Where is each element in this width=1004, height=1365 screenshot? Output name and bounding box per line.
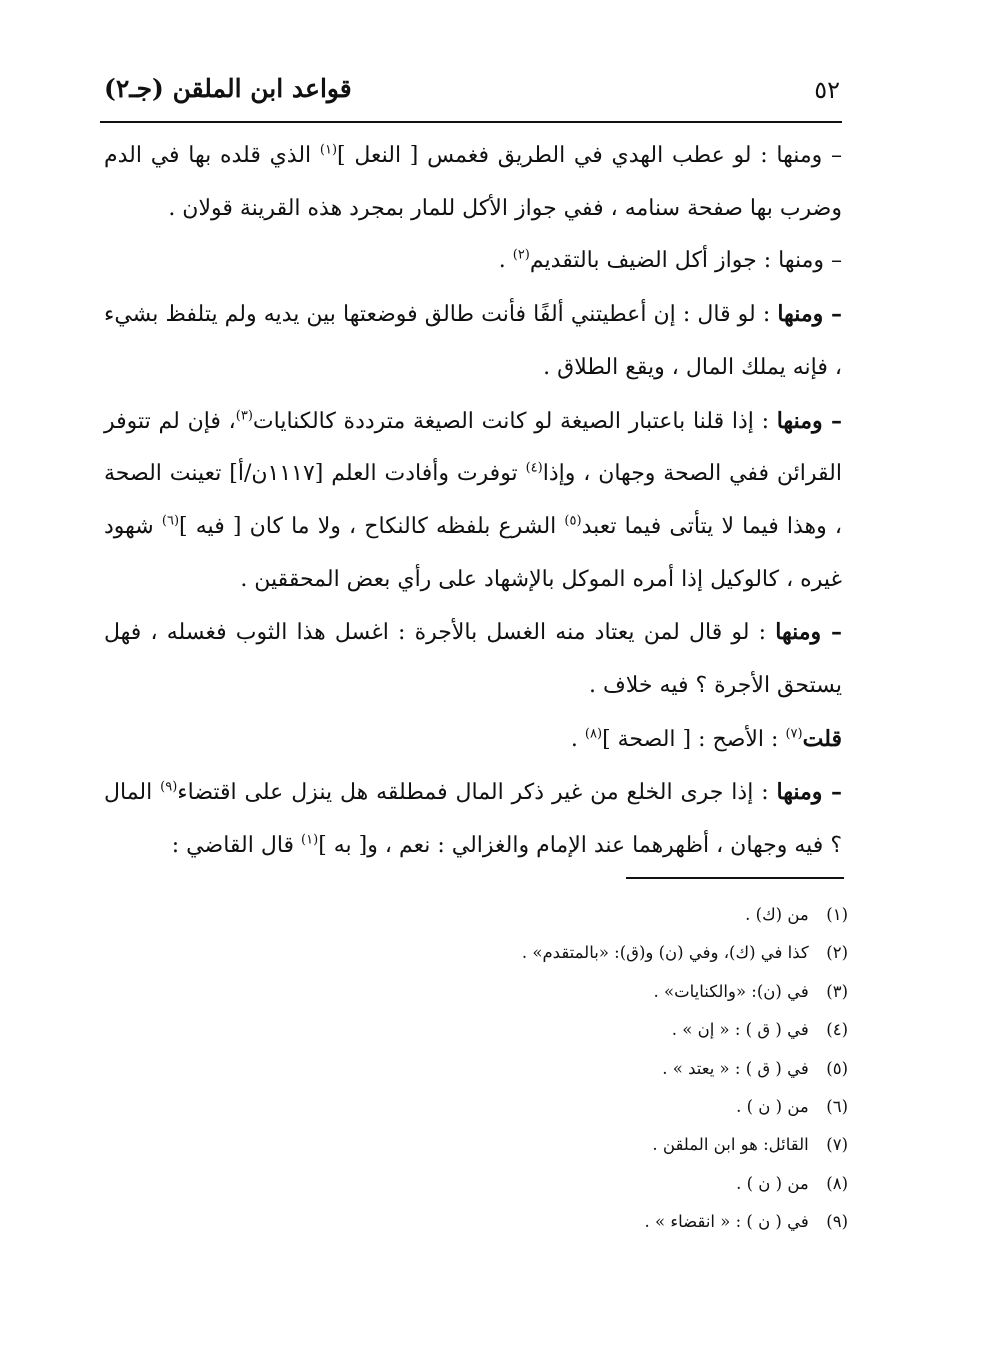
footnote-item bbox=[104, 1088, 848, 1126]
footnote-divider bbox=[626, 877, 844, 879]
paragraph bbox=[104, 606, 842, 712]
paragraph bbox=[104, 235, 842, 288]
footnote-text: في ( ق ) : « إن » . bbox=[671, 1020, 809, 1040]
footnote-item bbox=[104, 896, 848, 934]
paragraph-lead: – ومنها bbox=[775, 619, 842, 646]
main-text bbox=[104, 130, 842, 873]
text-run: – ومنها : جواز أكل الضيف بالتقديم bbox=[529, 248, 842, 274]
header-divider bbox=[100, 121, 842, 123]
paragraph-lead: – ومنها bbox=[777, 301, 842, 328]
footnote-number: (٩) bbox=[826, 1212, 848, 1232]
text-run: ، فإن لم تتوفر القرائن ففي الصحة وجهان ، وإذا bbox=[104, 408, 842, 487]
footnote-number: (٣) bbox=[826, 981, 848, 1001]
footnote-number: (٤) bbox=[826, 1020, 848, 1040]
paragraph-lead: قلت bbox=[802, 725, 842, 752]
text-run: . bbox=[570, 726, 585, 752]
footnote-item bbox=[104, 973, 848, 1011]
footnote-text: في ( ق ) : « يعتد » . bbox=[662, 1058, 809, 1078]
text-run: الذي قلده بها في الدم وضرب بها صفحة سنامه ، ففي جواز الأكل للمار بمجرد هذه القرينة قولان . bbox=[104, 143, 842, 221]
footnote-text: من ( ن ) . bbox=[736, 1097, 809, 1117]
footnote-text: من ( ن ) . bbox=[736, 1173, 809, 1193]
text-run: شهود غيره ، كالوكيل إذا أمره الموكل بالإشهاد على رأي بعض المحققين . bbox=[104, 513, 842, 592]
footnote-number: (٢) bbox=[826, 943, 848, 963]
text-run: : لو قال لمن يعتاد منه الغسل بالأجرة : اغسل هذا الثوب فغسله ، فهل يستحق الأجرة ؟ فيه خلاف . bbox=[104, 620, 842, 699]
footnote-number: (٨) bbox=[826, 1173, 848, 1193]
text-run: توفرت وأفادت العلم [١١١٧ن/أ] تعينت الصحة ، وهذا فيما لا يتأتى فيما تعبد bbox=[104, 461, 843, 539]
footnote-number: (٦) bbox=[826, 1097, 848, 1117]
paragraph bbox=[104, 130, 842, 235]
footnote-ref: (٤) bbox=[525, 460, 543, 476]
text-run: المال ؟ فيه وجهان ، أظهرهما عند الإمام والغزالي : نعم ، و[ به ] bbox=[104, 780, 842, 859]
footnote-item bbox=[104, 934, 848, 972]
footnotes-list bbox=[104, 896, 848, 1242]
paragraph bbox=[104, 713, 842, 767]
footnote-ref: (٦) bbox=[161, 513, 180, 529]
text-run: : الأصح : [ الصحة ] bbox=[602, 726, 786, 752]
footnote-text: من (ك) . bbox=[745, 905, 809, 924]
footnote-item bbox=[104, 1126, 848, 1164]
footnote-text: في (ن): «والكنايات» . bbox=[653, 981, 809, 1001]
footnote-ref: (٩) bbox=[160, 780, 178, 796]
footnote-ref: (٨) bbox=[584, 726, 603, 742]
text-run: الشرع بلفظه كالنكاح ، ولا ما كان [ فيه ] bbox=[179, 513, 565, 539]
page-number: ٥٢ bbox=[814, 76, 840, 104]
footnote-text: كذا في (ك)، وفي (ن) و(ق): «بالمتقدم» . bbox=[521, 943, 809, 963]
running-title: قواعد ابن الملقن (جـ٢) bbox=[104, 74, 352, 103]
footnote-ref: (٥) bbox=[564, 513, 582, 529]
footnote-ref: (٧) bbox=[785, 726, 803, 742]
paragraph bbox=[104, 288, 842, 394]
text-run: . bbox=[498, 248, 513, 274]
footnote-ref: (١) bbox=[319, 142, 338, 158]
footnote-number: (٥) bbox=[826, 1058, 848, 1078]
footnote-item bbox=[104, 1165, 848, 1203]
footnote-ref: (٣) bbox=[235, 408, 253, 424]
text-run: : إذا قلنا باعتبار الصيغة لو كانت الصيغة مترددة كالكنايات bbox=[252, 408, 777, 434]
paragraph-lead: – ومنها bbox=[776, 407, 842, 434]
paragraph-lead: – ومنها bbox=[776, 779, 842, 806]
footnote-ref: (١) bbox=[301, 832, 319, 848]
text-run: : لو قال : إن أعطيتني ألفًا فأنت طالق فوضعتها بين يديه ولم يتلفظ بشيء ، فإنه يملك المال ، ويقع الطلاق . bbox=[104, 302, 842, 380]
paragraph bbox=[104, 395, 842, 607]
footnote-ref: (٢) bbox=[512, 248, 530, 264]
footnote-text: القائل: هو ابن الملقن . bbox=[652, 1135, 809, 1155]
footnote-number: (٧) bbox=[826, 1135, 848, 1155]
footnote-item bbox=[104, 1011, 848, 1049]
footnote-item bbox=[104, 1203, 848, 1241]
text-run: قال القاضي : bbox=[171, 833, 302, 859]
text-run: : إذا جرى الخلع من غير ذكر المال فمطلقه هل ينزل على اقتضاء bbox=[177, 780, 777, 806]
paragraph bbox=[104, 766, 842, 872]
footnote-item bbox=[104, 1050, 848, 1088]
footnote-number: (١) bbox=[826, 905, 848, 924]
page-header bbox=[104, 70, 840, 116]
text-run: – ومنها : لو عطب الهدي في الطريق فغمس [ النعل ] bbox=[337, 143, 842, 168]
footnote-text: في ( ن ) : « انقضاء » . bbox=[644, 1212, 809, 1232]
